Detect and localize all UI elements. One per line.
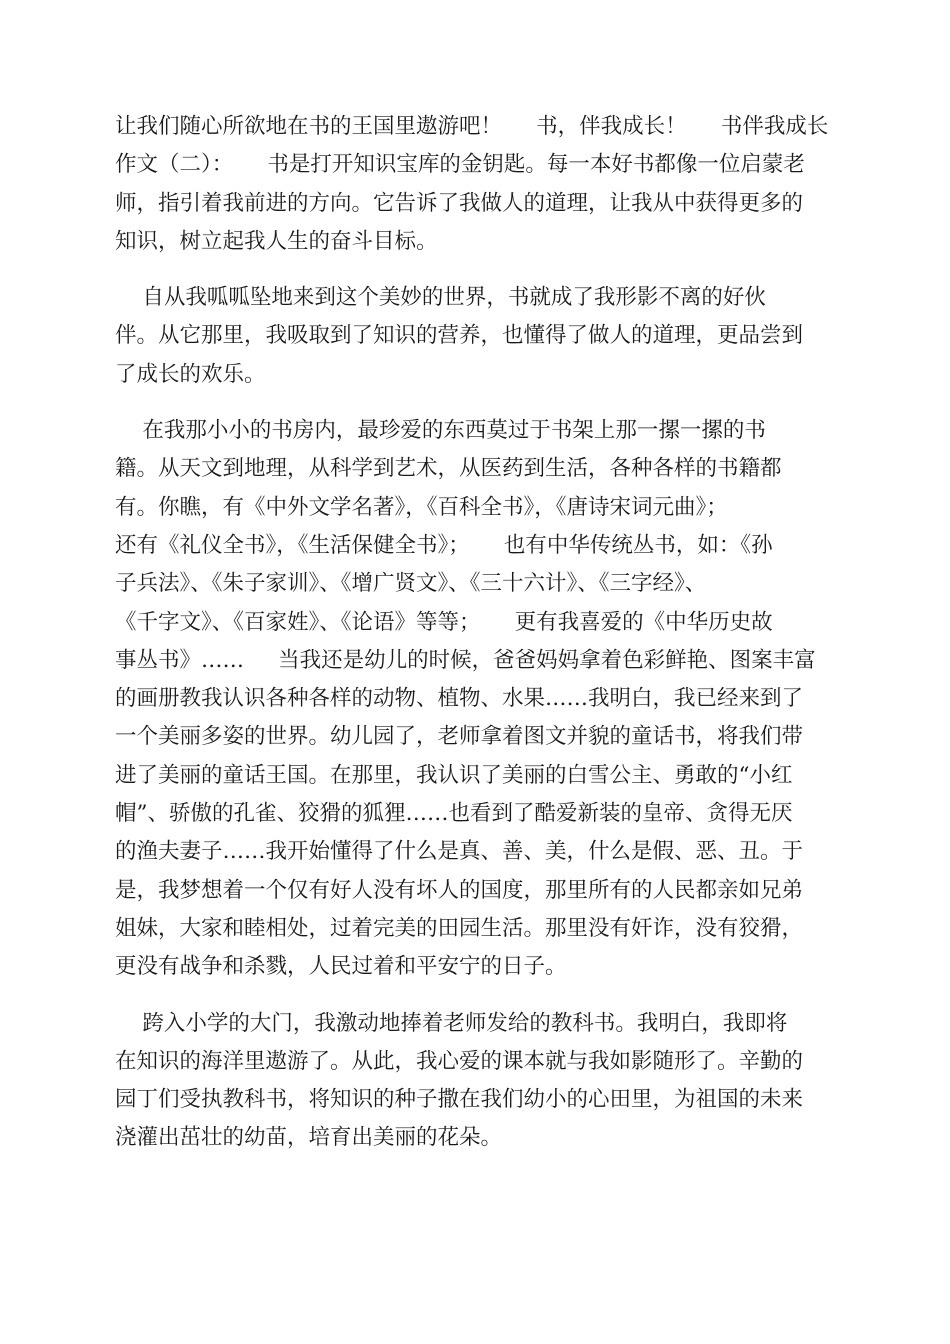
text-line: 帽”、骄傲的孔雀、狡猾的狐狸……也看到了酷爱新装的皇帝、贪得无厌 xyxy=(115,801,793,827)
text-line: 进了美丽的童话王国。在那里，我认识了美丽的白雪公主、勇敢的“小红 xyxy=(115,762,793,788)
paragraph-spacer xyxy=(115,394,835,412)
text-line: 的渔夫妻子……我开始懂得了什么是真、善、美，什么是假、恶、丑。于 xyxy=(115,839,804,865)
text-line: 园丁们受执教科书，将知识的种子撒在我们幼小的心田里，为祖国的未来 xyxy=(115,1087,804,1113)
text-line: 浇灌出茁壮的幼苗，培育出美丽的花朵。 xyxy=(115,1125,503,1151)
text-line: 是，我梦想着一个仅有好人没有坏人的国度，那里所有的人民都亲如兄弟 xyxy=(115,877,804,903)
text-line: 在知识的海洋里遨游了。从此，我心爱的课本就与我如影随形了。辛勤的 xyxy=(115,1048,804,1074)
document-body xyxy=(115,108,835,1158)
paragraph xyxy=(115,1005,835,1158)
text-line: 子兵法》、《朱子家训》、《增广贤文》、《三十六计》、《三字经》、 xyxy=(115,571,707,597)
text-line: 自从我呱呱坠地来到这个美妙的世界，书就成了我形影不离的好伙 xyxy=(115,285,766,311)
paragraph-spacer xyxy=(115,987,835,1005)
text-line: 《千字文》、《百家姓》、《论语》等等； 更有我喜爱的《中华历史故 xyxy=(115,609,773,635)
paragraph xyxy=(115,108,835,261)
text-line: 更没有战争和杀戮，人民过着和平安宁的日子。 xyxy=(115,954,567,980)
text-line: 作文（二）： 书是打开知识宝库的金钥匙。每一本好书都像一位启蒙老 xyxy=(115,152,805,178)
text-line: 一个美丽多姿的世界。幼儿园了，老师拿着图文并貌的童话书，将我们带 xyxy=(115,724,804,750)
text-line: 还有《礼仪全书》，《生活保健全书》； 也有中华传统丛书，如：《孙 xyxy=(115,532,773,558)
text-line: 有。你瞧，有《中外文学名著》，《百科全书》，《唐诗宋词元曲》； xyxy=(115,494,728,520)
text-line: 事丛书》…… 当我还是幼儿的时候，爸爸妈妈拿着色彩鲜艳、图案丰富 xyxy=(115,647,816,673)
text-line: 了成长的欢乐。 xyxy=(115,361,266,387)
paragraph-spacer xyxy=(115,261,835,279)
text-line: 让我们随心所欲地在书的王国里遨游吧！ 书，伴我成长！ 书伴我成长 xyxy=(115,114,829,139)
paragraph xyxy=(115,412,835,986)
text-line: 伴。从它那里，我吸取到了知识的营养，也懂得了做人的道理，更品尝到 xyxy=(115,323,804,349)
text-line: 跨入小学的大门，我激动地捧着老师发给的教科书。我明白，我即将 xyxy=(115,1010,788,1036)
text-line: 姐妹，大家和睦相处，过着完美的田园生活。那里没有奸诈，没有狡猾， xyxy=(115,915,804,941)
text-line: 的画册教我认识各种各样的动物、植物、水果……我明白，我已经来到了 xyxy=(115,686,804,712)
text-line: 籍。从天文到地理，从科学到艺术，从医药到生活，各种各样的书籍都 xyxy=(115,456,782,482)
paragraph xyxy=(115,279,835,394)
text-line: 师，指引着我前进的方向。它告诉了我做人的道理，让我从中获得更多的 xyxy=(115,190,804,216)
text-line: 在我那小小的书房内，最珍爱的东西莫过于书架上那一摞一摞的书 xyxy=(115,418,766,444)
text-line: 知识，树立起我人生的奋斗目标。 xyxy=(115,228,438,254)
